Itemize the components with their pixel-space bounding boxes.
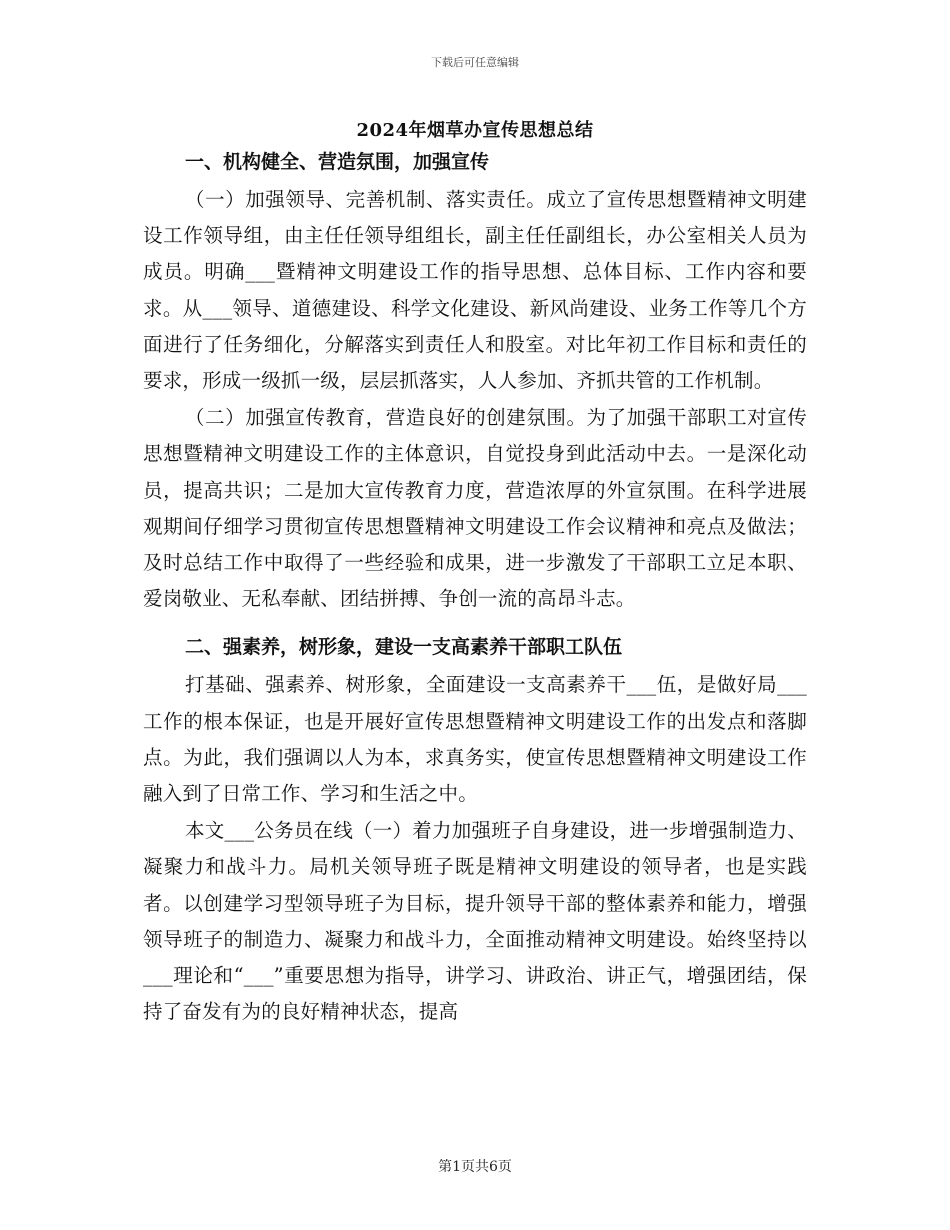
section-heading: 一、机构健全、营造氛围，加强宣传	[185, 151, 490, 173]
header-note: 下载后可任意编辑	[431, 56, 519, 69]
document-body	[143, 146, 807, 1031]
body-paragraph: 打基础、强素养、树形象，全面建设一支高素养干___伍，是做好局___工作的根本保证，也是开展好宣传思想暨精神文明建设工作的出发点和落脚点。为此，我们强调以人为本，求真务实，使宣传思想暨精神文明建设工作融入到了日常工作、学习和生活之中。	[143, 673, 807, 806]
section-heading: 二、强素养，树形象，建设一支高素养干部职工队伍	[185, 636, 623, 659]
body-paragraph: （一）加强领导、完善机制、落实责任。成立了宣传思想暨精神文明建设工作领导组，由主任任领导组组长，副主任任副组长，办公室相关人员为成员。明确___暨精神文明建设工作的指导思想、总体目标、工作内容和要求。从___领导、道德建设、科学文化建设、新风尚建设、业务工作等几个方面进行了任务细化，分解落实到责任人和股室。对比年初工作目标和责任的要求，形成一级抓一级，层层抓落实，人人参加、齐抓共管的工作机制。	[143, 188, 807, 393]
document-title: 2024年烟草办宣传思想总结	[356, 120, 594, 141]
body-paragraph: 本文___公务员在线（一）着力加强班子自身建设，进一步增强制造力、凝聚力和战斗力。局机关领导班子既是精神文明建设的领导者，也是实践者。以创建学习型领导班子为目标，提升领导干部的整体素养和能力，增强领导班子的制造力、凝聚力和战斗力，全面推动精神文明建设。始终坚持以___理论和“___”重要思想为指导，讲学习、讲政治、讲正气，增强团结，保持了奋发有为的良好精神状态，提高	[143, 819, 807, 1024]
body-paragraph: （二）加强宣传教育，营造良好的创建氛围。为了加强干部职工对宣传思想暨精神文明建设工作的主体意识，自觉投身到此活动中去。一是深化动员，提高共识；二是加大宣传教育力度，营造浓厚的外宣氛围。在科学进展观期间仔细学习贯彻宣传思想暨精神文明建设工作会议精神和亮点及做法；及时总结工作中取得了一些经验和成果，进一步激发了干部职工立足本职、爱岗敬业、无私奉献、团结拼搏、争创一流的高昂斗志。	[143, 406, 807, 611]
page-number: 第1页共6页	[438, 1159, 512, 1175]
